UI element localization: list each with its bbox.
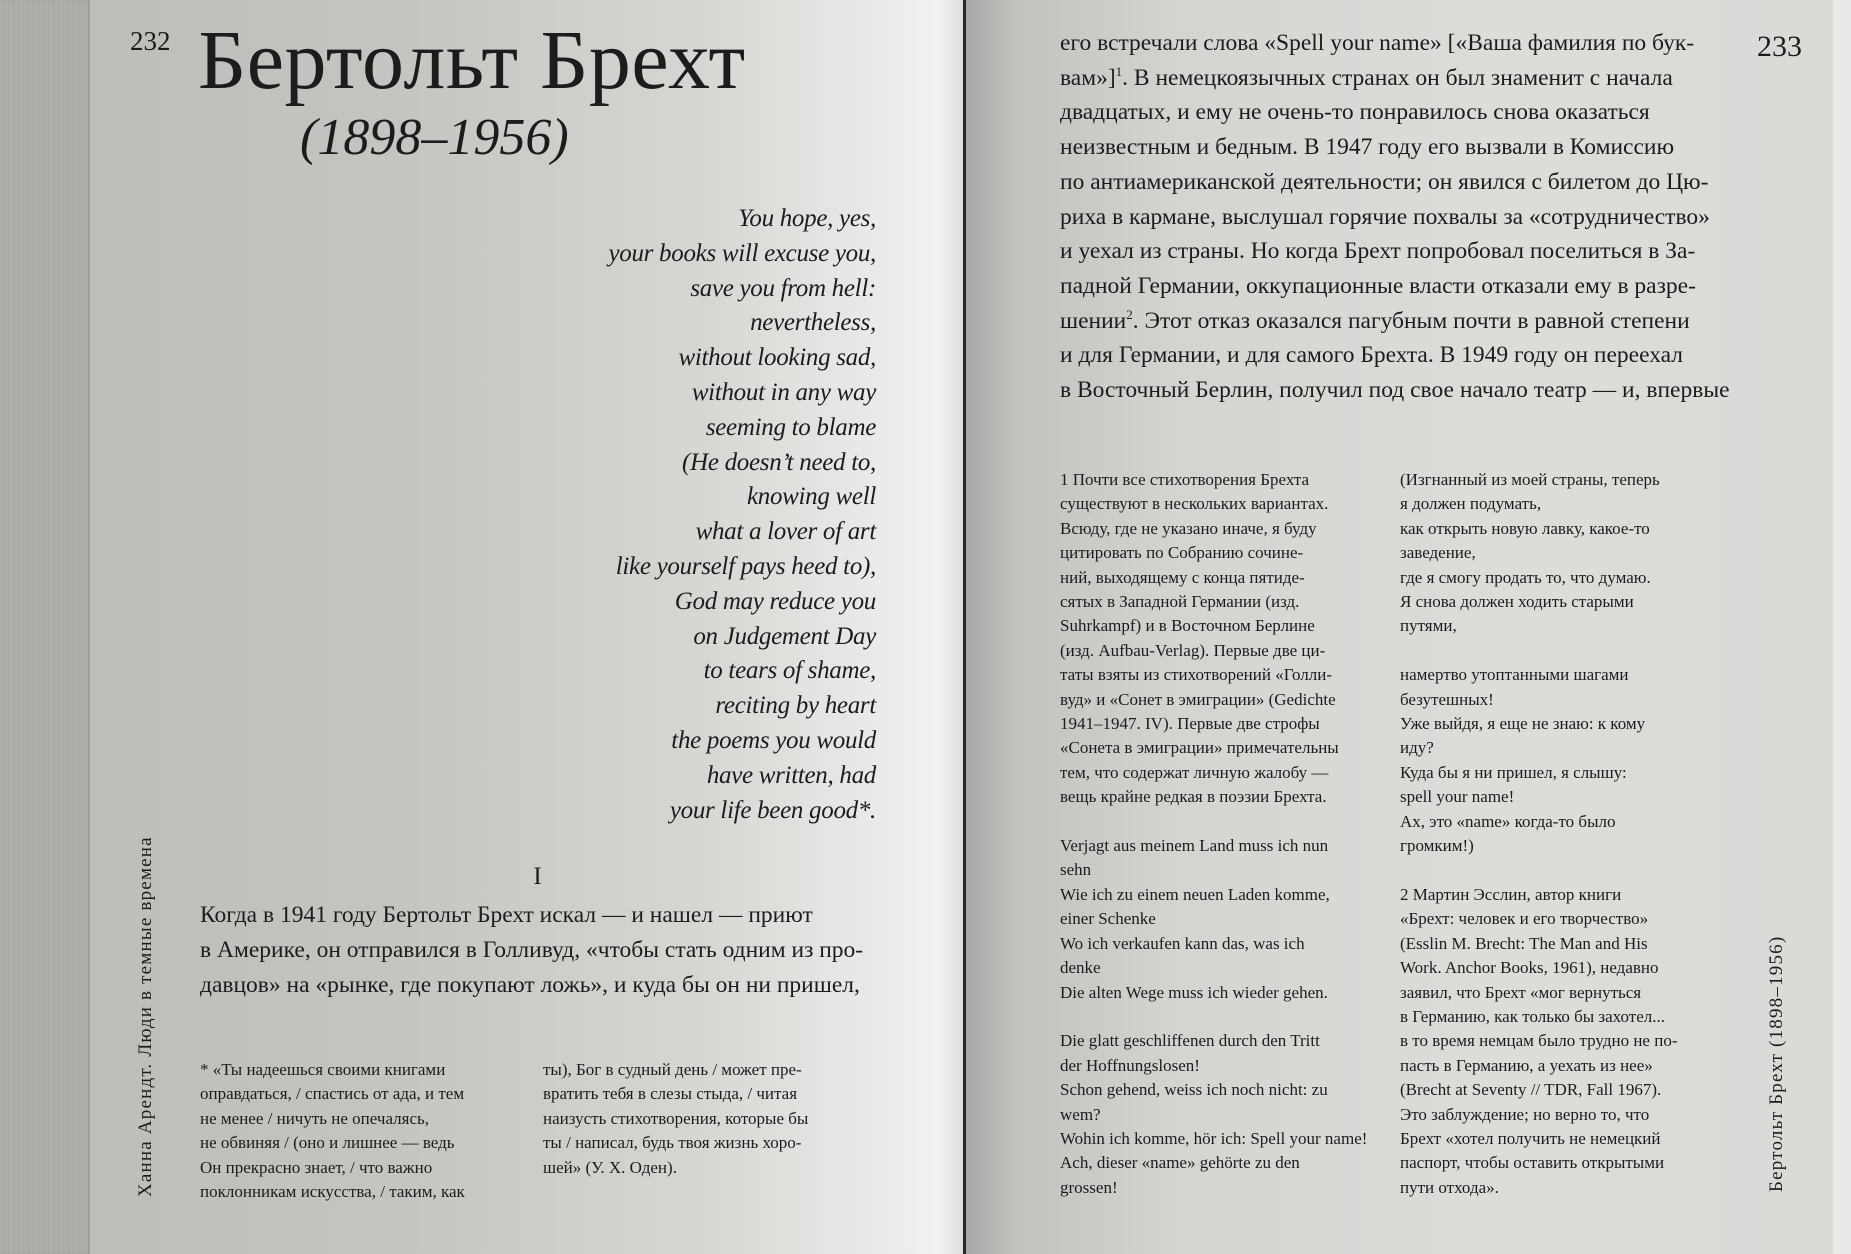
footnote-line: вратить тебя в слезы стыда, / читая (543, 1084, 798, 1104)
footnote-line (1400, 858, 1677, 882)
body-text-right (1060, 26, 1730, 408)
poem-line: You hope, yes, (738, 205, 876, 232)
poem-line: reciting by heart (715, 692, 876, 720)
footnote-line: ты), Бог в судный день / может пре- (543, 1060, 802, 1079)
footnote-line: Он прекрасно знает, / что важно (200, 1157, 433, 1177)
footnote-line: существуют в нескольких вариантах. (1060, 494, 1329, 514)
poem-line: have written, had (706, 761, 876, 789)
footnote-line: я должен подумать, (1400, 494, 1542, 514)
footnote-line: Брехт «хотел получить не немецкий (1400, 1128, 1661, 1148)
footnote-line: Wo ich verkaufen kann das, was ich (1060, 933, 1305, 953)
footnote-line (1060, 1005, 1367, 1029)
footnote-line: тем, что содержат личную жалобу — (1060, 762, 1329, 782)
footnote-line: путями, (1400, 616, 1457, 636)
footnote-line: вещь крайне редкая в поэзии Брехта. (1060, 787, 1327, 807)
page-number-right: 233 (1757, 30, 1802, 63)
footnote-line: «Брехт: человек и его творчество» (1400, 909, 1649, 929)
footnote-line: иду? (1400, 738, 1434, 758)
footnote-line: (Изгнанный из моей страны, теперь (1400, 470, 1660, 489)
footnote-line (1060, 810, 1367, 834)
poem-line: what a lover of art (695, 518, 876, 546)
footnote-line: Ach, dieser «name» gehörte zu den (1060, 1153, 1300, 1173)
footnote-line: spell your name! (1400, 787, 1515, 807)
footnote-line: der Hoffnungslosen! (1060, 1055, 1200, 1075)
poem-line: save you from hell: (690, 274, 876, 302)
body-line: и для Германии, и для самого Брехта. В 1949 году он переехал (1060, 342, 1684, 369)
footnote-line: (Esslin M. Brecht: The Man and His (1400, 933, 1648, 953)
footnote-line: (Brecht at Seventy // TDR, Fall 1967). (1400, 1080, 1662, 1100)
footnote-line: таты взяты из стихотворений «Голли- (1060, 665, 1333, 685)
body-line: шении$^2$. Этот отказ оказался пагубным почти в равной степени (1060, 306, 1690, 334)
footnote-line: ний, выходящему с конца пятиде- (1060, 567, 1305, 587)
footnote-line: denke (1060, 958, 1101, 978)
footnote-line: Всюду, где не указано иначе, я буду (1060, 518, 1317, 538)
chapter-title: Бертольт Брехт (198, 14, 746, 107)
footnote-line: безутешных! (1400, 689, 1494, 709)
footnote-line: 1 Почти все стихотворения Брехта (1060, 470, 1310, 489)
poem-line: like yourself pays heed to), (615, 552, 876, 580)
footnote-line: ты / написал, будь твоя жизнь хоро- (543, 1133, 802, 1153)
footnote-line: einer Schenke (1060, 909, 1156, 929)
footnote-line: не обвиняя / (оно и лишнее — ведь (200, 1133, 455, 1153)
footnote-line: громким!) (1400, 836, 1474, 856)
footnote-line: grossen! (1060, 1177, 1118, 1197)
footnote-line: пути отхода». (1400, 1177, 1499, 1197)
footnote-1-col1 (1060, 468, 1367, 1200)
footnote-line: Wie ich zu einem neuen Laden komme, (1060, 884, 1330, 904)
footnote-line: Work. Anchor Books, 1961), недавно (1400, 958, 1659, 978)
footnote-line: наизусть стихотворения, которые бы (543, 1108, 809, 1128)
body-line: в Восточный Берлин, получил под свое начало театр — и, впервые (1060, 377, 1730, 404)
footnote-line: Schon gehend, weiss ich noch nicht: zu (1060, 1080, 1328, 1100)
footnote-line: Уже выйдя, я еще не знаю: к кому (1400, 714, 1646, 734)
body-line: риха в кармане, выслушал горячие похвалы за «сотрудничество» (1060, 203, 1710, 230)
running-head-left: Ханна Арендт. Люди в темные времена (135, 836, 156, 1197)
footnote-line: шей» (У. Х. Оден). (543, 1157, 677, 1177)
footnote-line: заявил, что Брехт «мог вернуться (1400, 982, 1642, 1002)
footnote-line: поклонникам искусства, / таким, как (200, 1182, 465, 1202)
footnote-line: Suhrkampf) и в Восточном Берлине (1060, 616, 1315, 636)
chapter-dates: (1898–1956) (300, 109, 569, 166)
body-line: падной Германии, оккупационные власти отказали ему в разре- (1060, 272, 1696, 299)
body-line: в Америке, он отправился в Голливуд, «чтобы стать одним из про- (200, 937, 864, 963)
footnote-line: Я снова должен ходить старыми (1400, 592, 1634, 612)
footnote-line: 2 Мартин Эсслин, автор книги (1400, 884, 1622, 904)
footnote-line: вуд» и «Сонет в эмиграции» (Gedichte (1060, 689, 1336, 709)
poem-line: without looking sad, (678, 344, 876, 372)
footnote-line: sehn (1060, 860, 1092, 880)
footnote-line: намертво утоптанными шагами (1400, 665, 1629, 685)
epigraph-poem (608, 202, 876, 828)
footnote-line: (изд. Aufbau-Verlag). Первые две ци- (1060, 640, 1326, 660)
poem-line: nevertheless, (750, 309, 876, 337)
footnote-line: в Германию, как только бы захотел... (1400, 1006, 1666, 1026)
footnote-line: «Сонета в эмиграции» примечательны (1060, 738, 1339, 758)
footnote-line: Куда бы я ни пришел, я слышу: (1400, 762, 1627, 782)
poem-line: God may reduce you (674, 587, 876, 615)
body-text-left (200, 898, 880, 1003)
footnote-line: где я смогу продать то, что думаю. (1400, 567, 1651, 587)
book-gutter (963, 0, 966, 1254)
footnote-line (1400, 639, 1677, 663)
footnote-asterisk-col2 (543, 1058, 808, 1180)
footnote-line: цитировать по Собранию сочине- (1060, 543, 1304, 563)
right-margin-edge (1833, 0, 1851, 1254)
poem-line: to tears of shame, (703, 657, 876, 685)
footnote-line: сятых в Западной Германии (изд. (1060, 592, 1300, 612)
body-line: двадцатых, и ему не очень-то понравилось снова оказаться (1060, 99, 1650, 126)
footnote-reference[interactable]: 2 (1126, 306, 1133, 322)
body-line: по антиамериканской деятельности; он явился с билетом до Цю- (1060, 168, 1709, 195)
body-line: его встречали слова «Spell your name» [«Ваша фамилия по бук- (1060, 30, 1695, 56)
footnote-line: как открыть новую лавку, какое-то (1400, 518, 1650, 538)
footnote-line: Verjagt aus meinem Land muss ich nun (1060, 836, 1329, 856)
poem-line: (He doesn’t need to, (682, 448, 876, 476)
poem-line: knowing well (746, 483, 876, 511)
body-line: и уехал из страны. Но когда Брехт попробовал поселиться в За- (1060, 238, 1696, 265)
footnote-line: * «Ты надеешься своими книгами (200, 1060, 446, 1079)
poem-line: your life been good*. (669, 796, 876, 824)
footnote-line: Die glatt geschliffenen durch den Tritt (1060, 1031, 1320, 1051)
footnote-line: Die alten Wege muss ich wieder gehen. (1060, 982, 1328, 1002)
footnote-line: пасть в Германию, а уехать из нее» (1400, 1055, 1653, 1075)
footnote-line: заведение, (1400, 543, 1476, 563)
poem-line: on Judgement Day (693, 622, 876, 650)
running-head-right: Бертольт Брехт (1898–1956) (1766, 935, 1787, 1192)
footnote-line: паспорт, чтобы оставить открытыми (1400, 1153, 1665, 1173)
body-line: вам»]$^1$. В немецкоязычных странах он был знаменит с начала (1060, 63, 1673, 91)
footnote-asterisk-col1 (200, 1058, 465, 1204)
footnote-line: в то время немцам было трудно не по- (1400, 1031, 1678, 1051)
page-stack-edge (0, 0, 90, 1254)
footnote-line: Это заблуждение; но верно то, что (1400, 1104, 1650, 1124)
footnote-reference[interactable]: 1 (1115, 63, 1123, 79)
body-line: неизвестным и бедным. В 1947 году его вызвали в Комиссию (1060, 134, 1675, 161)
body-line: Когда в 1941 году Бертольт Брехт искал — и нашел — приют (200, 902, 813, 928)
section-heading: I (533, 863, 542, 890)
poem-line: the poems you would (671, 726, 876, 754)
footnote-line: wem? (1060, 1104, 1101, 1124)
poem-line: seeming to blame (705, 413, 876, 441)
page-number-left: 232 (130, 26, 171, 56)
footnote-line: 1941–1947. IV). Первые две строфы (1060, 714, 1320, 734)
footnote-line: Wohin ich komme, hör ich: Spell your name! (1060, 1128, 1368, 1148)
footnote-line: Ах, это «name» когда-то было (1400, 811, 1616, 831)
footnote-col2 (1400, 468, 1677, 1200)
body-line: давцов» на «рынке, где покупают ложь», и куда бы он ни пришел, (200, 972, 860, 998)
poem-line: without in any way (691, 378, 876, 406)
poem-line: your books will excuse you, (608, 239, 876, 267)
footnote-line: оправдаться, / спастись от ада, и тем (200, 1084, 465, 1104)
footnote-line: не менее / ничуть не опечалясь, (200, 1108, 429, 1128)
